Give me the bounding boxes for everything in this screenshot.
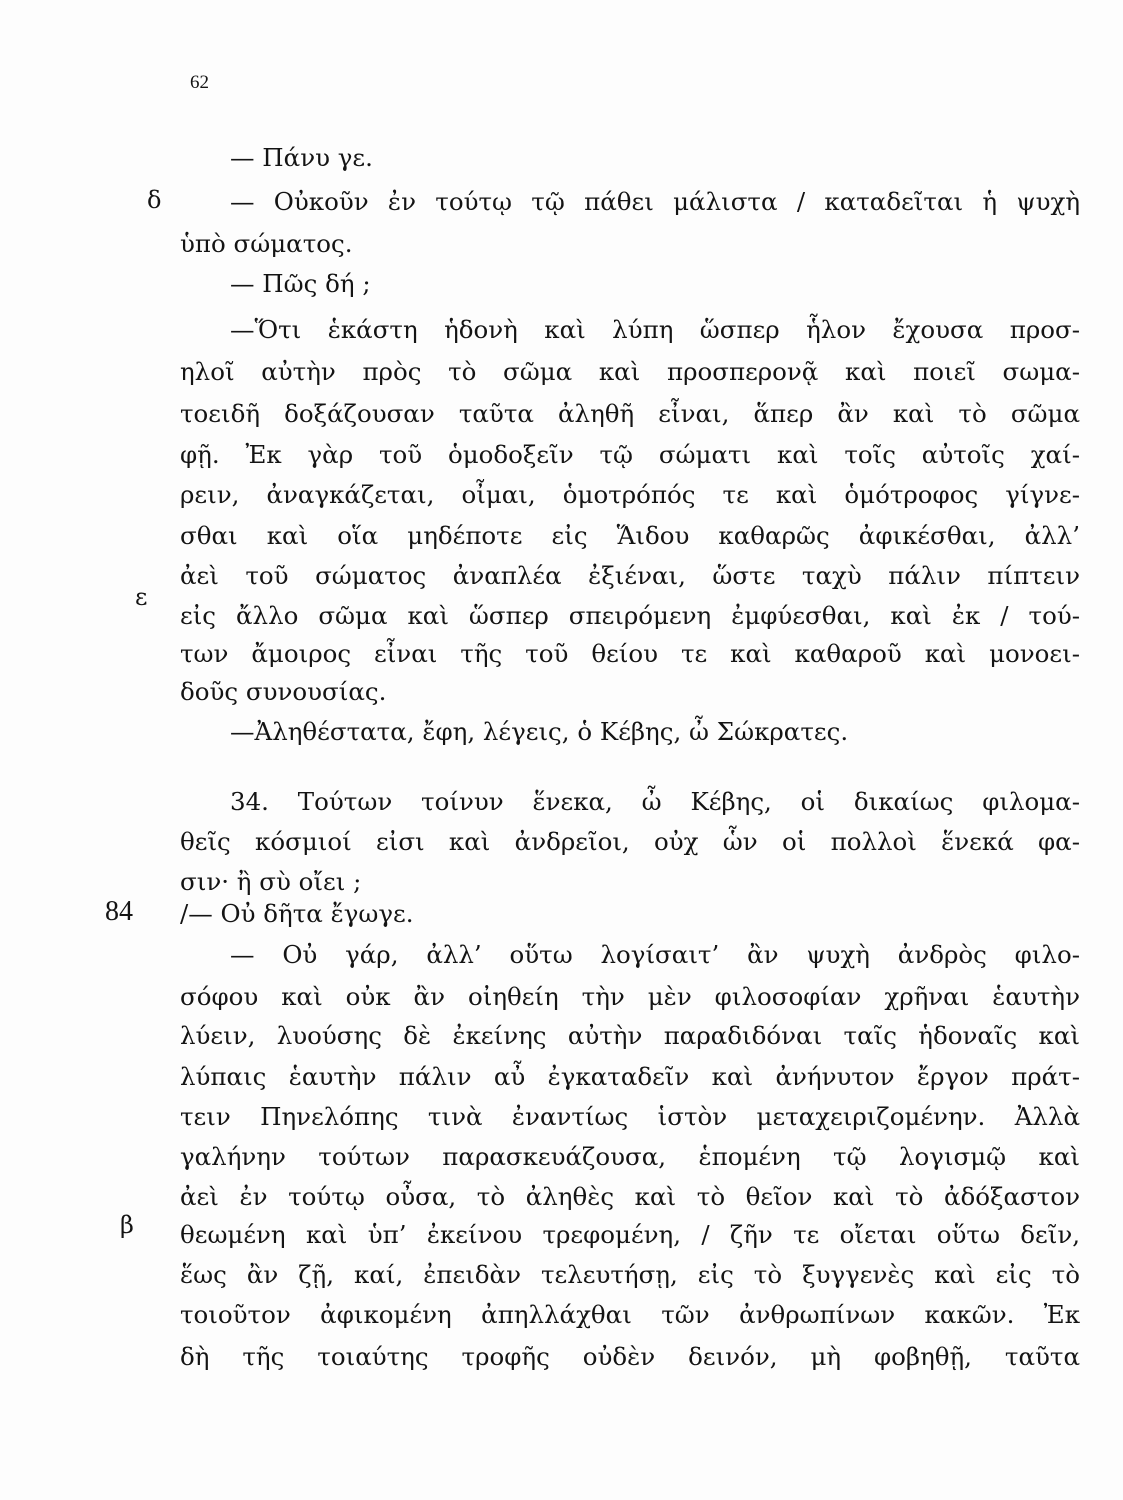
margin-marker-beta: β: [120, 1211, 134, 1239]
text-line: φῇ. Ἐκ γὰρ τοῦ ὁμοδοξεῖν τῷ σώματι καὶ τοῖς αὐτοῖς χαί-: [180, 440, 1080, 469]
margin-marker-delta: δ: [147, 186, 162, 214]
text-line: θεῖς κόσμιοί εἰσι καὶ ἀνδρεῖοι, οὐχ ὧν οἱ πολλοὶ ἕνεκά φα-: [180, 827, 1080, 856]
text-line: τειν Πηνελόπης τινὰ ἐναντίως ἱστὸν μεταχειριζομένην. Ἀλλὰ: [180, 1102, 1080, 1131]
text-line: δοῦς συνουσίας.: [180, 677, 387, 706]
text-line: δὴ τῆς τοιαύτης τροφῆς οὐδὲν δεινόν, μὴ φοβηθῇ, ταῦτα: [180, 1342, 1080, 1371]
text-line: —Ὅτι ἑκάστη ἡδονὴ καὶ λύπη ὥσπερ ἧλον ἔχουσα προσ-: [230, 315, 1080, 344]
text-line: ἀεὶ τοῦ σώματος ἀναπλέα ἐξιέναι, ὥστε ταχὺ πάλιν πίπτειν: [180, 561, 1080, 590]
text-line: —Ἀληθέστατα, ἔφη, λέγεις, ὁ Κέβης, ὦ Σώκρατες.: [230, 717, 849, 746]
text-line: ἀεὶ ἐν τούτῳ οὖσα, τὸ ἀληθὲς καὶ τὸ θεῖον καὶ τὸ ἀδόξαστον: [180, 1182, 1080, 1211]
text-line: σιν· ἢ σὺ οἴει ;: [180, 867, 362, 896]
text-line: τοειδῆ δοξάζουσαν ταῦτα ἀληθῆ εἶναι, ἅπερ ἂν καὶ τὸ σῶμα: [180, 399, 1080, 428]
text-line: 34. Τούτων τοίνυν ἕνεκα, ὦ Κέβης, οἱ δικαίως φιλομα-: [230, 787, 1080, 816]
text-line: εἰς ἄλλο σῶμα καὶ ὥσπερ σπειρόμενη ἐμφύεσθαι, καὶ ἐκ / τού-: [180, 601, 1080, 630]
text-line: — Πῶς δή ;: [230, 269, 371, 298]
margin-marker-epsilon: ε: [135, 583, 148, 611]
text-line: των ἄμοιρος εἶναι τῆς τοῦ θείου τε καὶ καθαροῦ καὶ μονοει-: [180, 639, 1080, 668]
text-line: σθαι καὶ οἵα μηδέποτε εἰς Ἅιδου καθαρῶς ἀφικέσθαι, ἀλλ’: [180, 521, 1080, 550]
text-line: λύπαις ἑαυτὴν πάλιν αὖ ἐγκαταδεῖν καὶ ἀνήνυτον ἔργον πράτ-: [180, 1062, 1080, 1091]
text-line: ἕως ἂν ζῇ, καί, ἐπειδὰν τελευτήσῃ, εἰς τὸ ξυγγενὲς καὶ εἰς τὸ: [180, 1260, 1080, 1289]
text-line: ὑπὸ σώματος.: [180, 229, 353, 258]
text-line: σόφου καὶ οὐκ ἂν οἰηθείη τὴν μὲν φιλοσοφίαν χρῆναι ἑαυτὴν: [180, 982, 1080, 1011]
margin-marker-stephanus-84: 84: [105, 896, 133, 927]
page-number: 62: [190, 72, 209, 93]
text-line: γαλήνην τούτων παρασκευάζουσα, ἑπομένη τῷ λογισμῷ καὶ: [180, 1142, 1080, 1171]
text-line: θεωμένη καὶ ὑπ’ ἐκείνου τρεφομένη, / ζῆν τε οἴεται οὕτω δεῖν,: [180, 1220, 1080, 1249]
text-line: ηλοῖ αὐτὴν πρὸς τὸ σῶμα καὶ προσπερονᾷ καὶ ποιεῖ σωμα-: [180, 357, 1080, 386]
text-line: ρειν, ἀναγκάζεται, οἶμαι, ὁμοτρόπός τε καὶ ὁμότροφος γίγνε-: [180, 480, 1080, 509]
text-line: λύειν, λυούσης δὲ ἐκείνης αὐτὴν παραδιδόναι ταῖς ἡδοναῖς καὶ: [180, 1021, 1080, 1050]
text-line: /— Οὐ δῆτα ἔγωγε.: [180, 899, 414, 928]
text-line: τοιοῦτον ἀφικομένη ἀπηλλάχθαι τῶν ἀνθρωπίνων κακῶν. Ἐκ: [180, 1300, 1080, 1329]
text-line: — Οὐ γάρ, ἀλλ’ οὕτω λογίσαιτ’ ἂν ψυχὴ ἀνδρὸς φιλο-: [230, 940, 1080, 969]
text-line: — Πάνυ γε.: [230, 143, 373, 172]
text-line: — Οὐκοῦν ἐν τούτῳ τῷ πάθει μάλιστα / καταδεῖται ἡ ψυχὴ: [230, 187, 1080, 216]
